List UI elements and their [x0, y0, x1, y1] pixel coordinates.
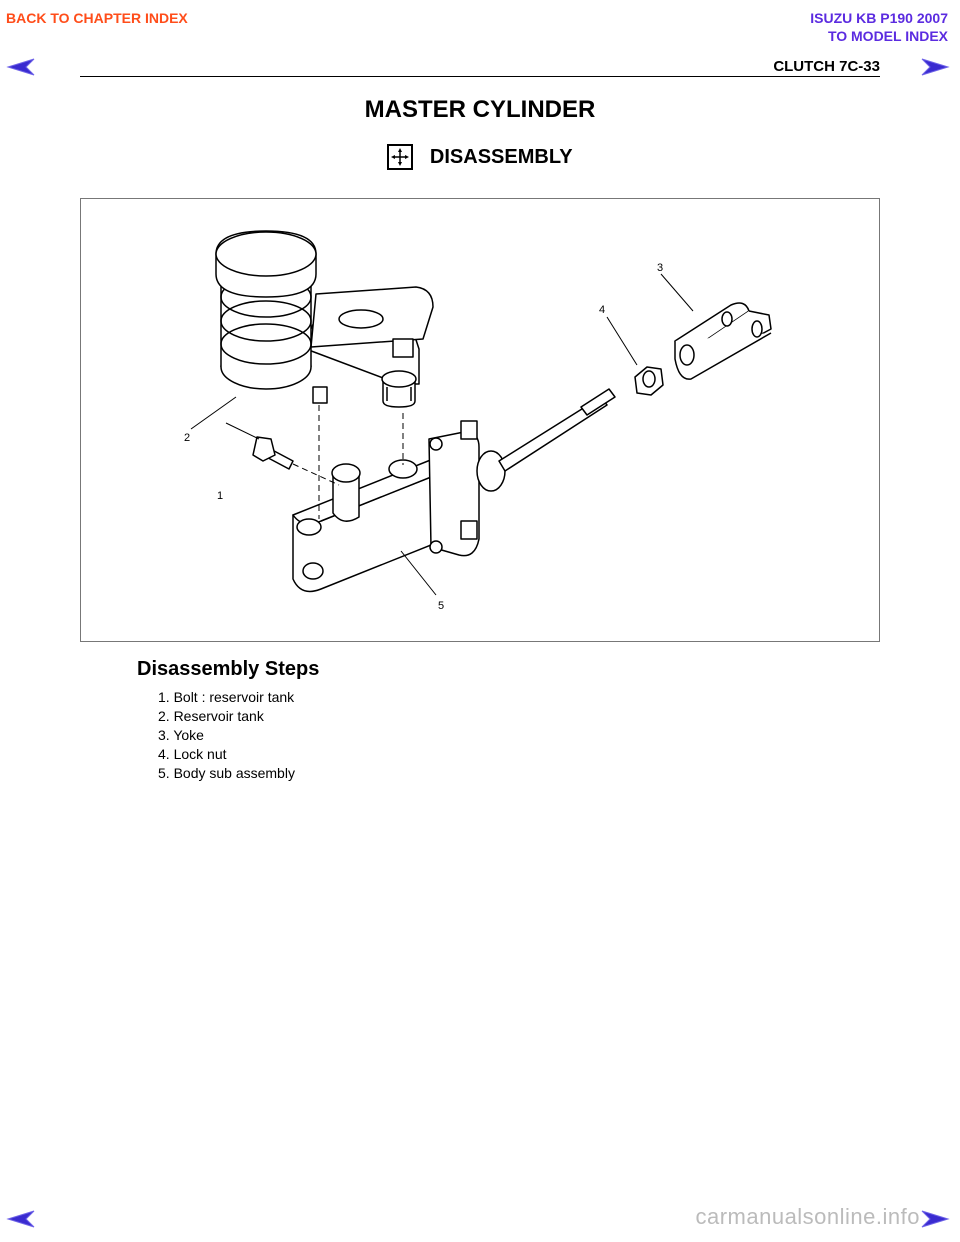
page-title: MASTER CYLINDER [364, 96, 596, 123]
callout-2: 2 [184, 432, 191, 444]
list-item: 2. Reservoir tank [158, 708, 264, 724]
list-item: 1. Bolt : reservoir tank [158, 689, 295, 705]
callout-5: 5 [438, 600, 445, 612]
to-model-index-link[interactable]: TO MODEL INDEX [827, 28, 948, 44]
watermark: carmanualsonline.info [695, 1204, 920, 1229]
list-item: 5. Body sub assembly [158, 765, 295, 781]
callout-1: 1 [217, 490, 224, 502]
yoke-drawing [675, 303, 771, 379]
subtitle-text: DISASSEMBLY [429, 145, 573, 168]
grommet-drawing [382, 371, 416, 407]
section-label: CLUTCH 7C-33 [773, 58, 880, 75]
model-title-link[interactable]: ISUZU KB P190 2007 [810, 10, 948, 26]
previous-page-arrow-icon[interactable] [6, 1208, 36, 1230]
disassembly-steps-list [158, 688, 295, 783]
back-to-chapter-index-link[interactable]: BACK TO CHAPTER INDEX [6, 10, 188, 26]
header-rule [80, 76, 880, 77]
disassembly-icon [387, 144, 413, 170]
next-page-arrow-icon[interactable] [920, 1208, 950, 1230]
previous-page-arrow-icon[interactable] [6, 56, 36, 78]
callout-3: 3 [657, 262, 664, 274]
figure-frame [80, 198, 880, 642]
lock-nut-drawing [635, 367, 663, 395]
disassembly-steps-heading: Disassembly Steps [137, 658, 320, 680]
callout-4: 4 [599, 304, 606, 316]
list-item: 4. Lock nut [158, 746, 227, 762]
bolt-drawing [253, 437, 293, 469]
list-item: 3. Yoke [158, 727, 204, 743]
body-sub-assembly-drawing [293, 421, 505, 591]
next-page-arrow-icon[interactable] [920, 56, 950, 78]
subtitle [0, 144, 960, 170]
push-rod-drawing [499, 389, 615, 471]
master-cylinder-exploded-diagram [81, 199, 879, 641]
